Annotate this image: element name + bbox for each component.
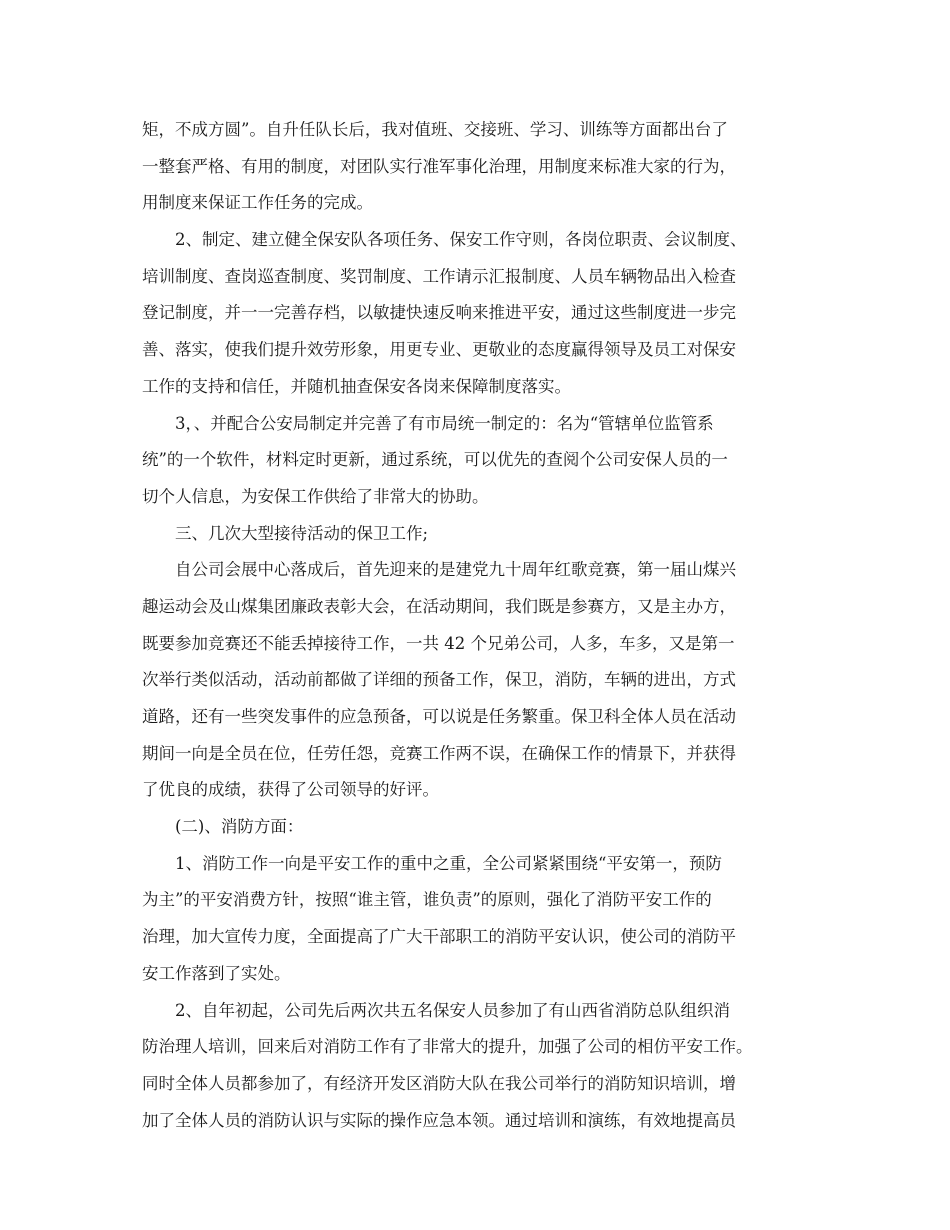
text-line: 工作的支持和信任，并随机抽查保安各岗来保障制度落实。 [142,376,571,396]
text-line: 自公司会展中心落成后，首先迎来的是建党九十周年红歌竞赛，第一届山煤兴 [175,560,736,580]
text-line: 善、落实，使我们提升效劳形象，用更专业、更敬业的态度赢得领导及员工对保安 [142,340,736,360]
text-line: 1、消防工作一向是平安工作的重中之重，全公司紧紧围绕“平安第一，预防 [175,853,722,873]
text-line: 为主”的平安消费方针，按照“谁主管，谁负责”的原则，强化了消防平安工作的 [142,890,712,910]
text-line: 次举行类似活动，活动前都做了详细的预备工作，保卫，消防，车辆的进出，方式 [142,670,736,690]
text-line: 防治理人培训，回来后对消防工作有了非常大的提升，加强了公司的相仿平安工作。 [142,1037,753,1057]
text-line: 加了全体人员的消防认识与实际的操作应急本领。通过培训和演练，有效地提高员 [142,1110,736,1130]
text-line: 既要参加竞赛还不能丢掉接待工作，一共 42 个兄弟公司，人多，车多，又是第一 [142,633,735,653]
text-line: 三、几次大型接待活动的保卫工作; [175,523,429,543]
text-line: 治理，加大宣传力度，全面提高了广大干部职工的消防平安认识，使公司的消防平 [142,927,736,947]
text-line: 用制度来保证工作任务的完成。 [142,193,373,213]
text-line: 安工作落到了实处。 [142,963,291,983]
text-line: 道路，还有一些突发事件的应急预备，可以说是任务繁重。保卫科全体人员在活动 [142,707,736,726]
document-body [142,112,822,1139]
text-line: 切个人信息，为安保工作供给了非常大的协助。 [142,486,489,506]
text-line: 一整套严格、有用的制度，对团队实行准军事化治理，用制度来标准大家的行为， [142,156,736,176]
text-line: 了优良的成绩，获得了公司领导的好评。 [142,780,439,800]
text-line: 登记制度，并一一完善存档，以敏捷快速反响来推进平安，通过这些制度进一步完 [142,303,736,323]
text-line: (二)、消防方面： [175,817,304,837]
text-line: 2、制定、建立健全保安队各项任务、保安工作守则，各岗位职责、会议制度、 [175,230,747,250]
text-line: 培训制度、查岗巡查制度、奖罚制度、工作请示汇报制度、人员车辆物品出入检查 [142,266,736,286]
text-line: 期间一向是全员在位，任劳任怨，竞赛工作两不误，在确保工作的情景下，并获得 [142,743,736,763]
text-line: 3，、并配合公安局制定并完善了有市局统一制定的：名为“管辖单位监管系 [175,413,714,433]
text-line: 2、自年初起，公司先后两次共五名保安人员参加了有山西省消防总队组织消 [175,1000,730,1020]
text-line: 同时全体人员都参加了，有经济开发区消防大队在我公司举行的消防知识培训，增 [142,1073,736,1093]
text-line: 趣运动会及山煤集团廉政表彰大会，在活动期间，我们既是参赛方，又是主办方， [142,596,736,616]
text-line: 统”的一个软件，材料定时更新，通过系统，可以优先的查阅个公司安保人员的一 [142,450,728,470]
text-line: 矩，不成方圆”。自升任队长后，我对值班、交接班、学习、训练等方面都出台了 [142,120,728,139]
